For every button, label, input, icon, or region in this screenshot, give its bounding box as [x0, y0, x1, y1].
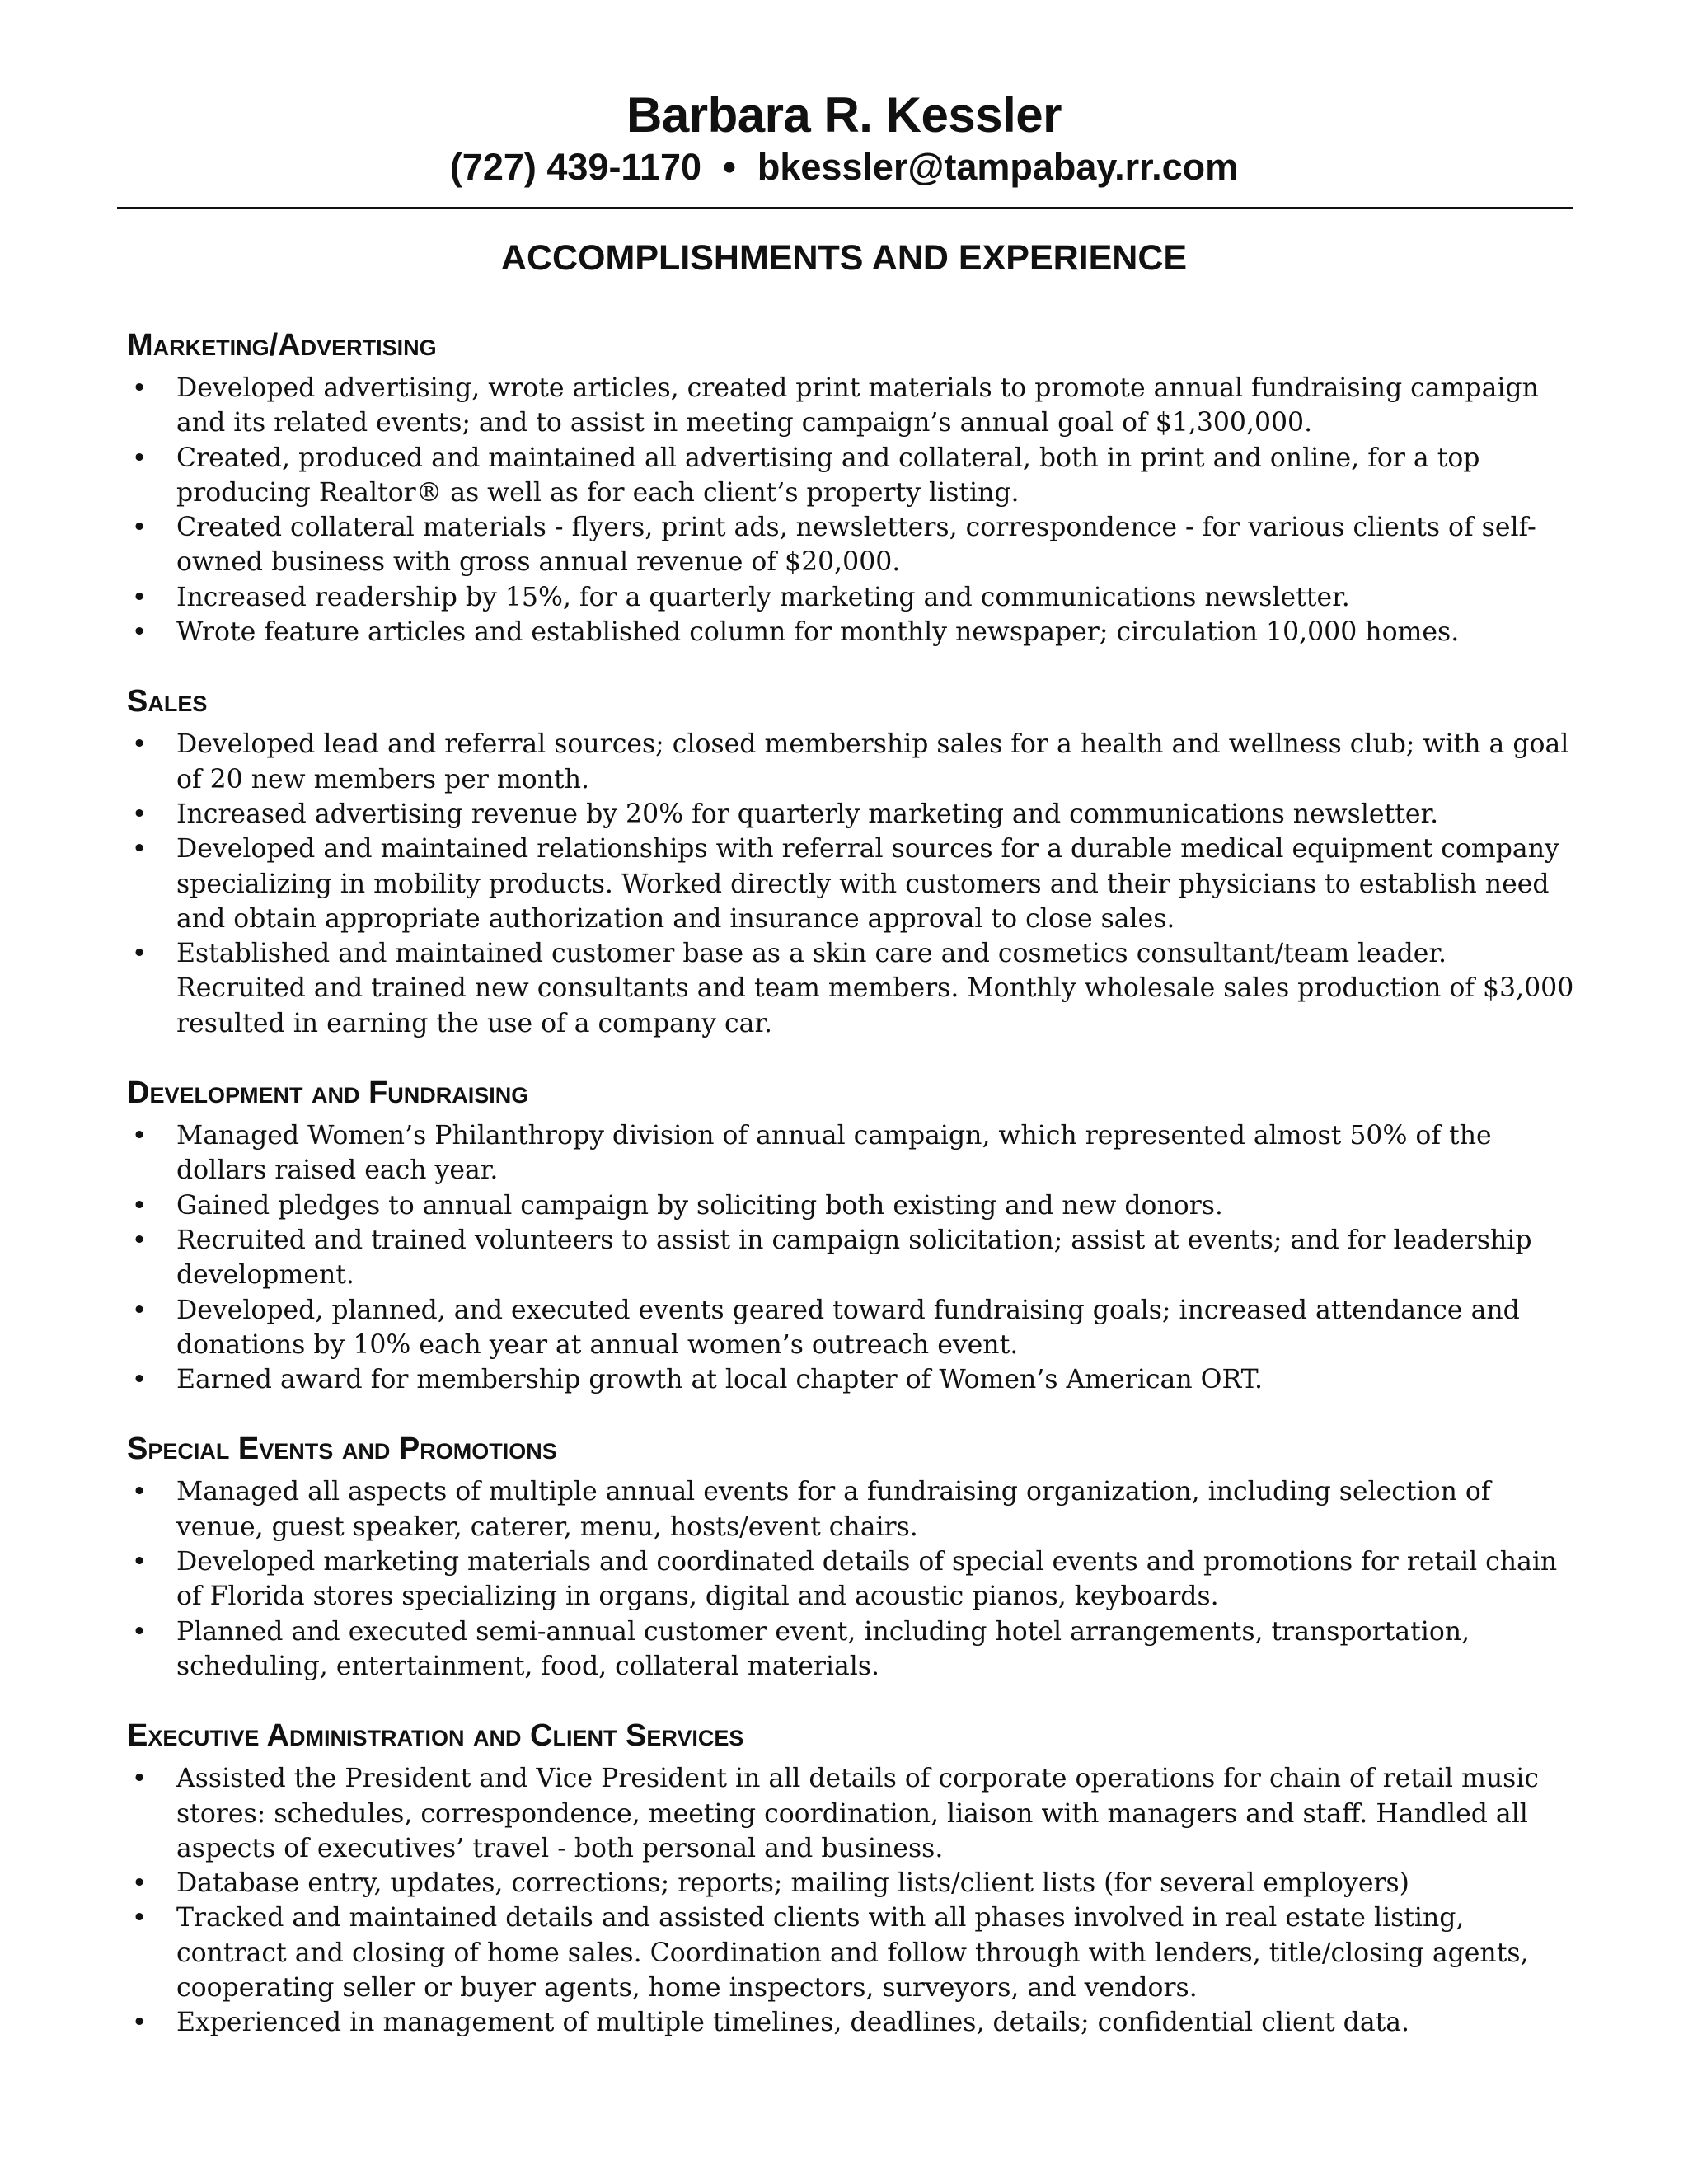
candidate-name: Barbara R. Kessler: [626, 87, 1062, 143]
sections-container: [127, 320, 1578, 2067]
bullet-icon: •: [131, 1616, 148, 1647]
list-item-text: Developed advertising, wrote articles, created print materials to promote annual fundraising campaign and its related events; and to assist in meeting campaign’s annual goal of $1,300,000.: [176, 373, 1539, 438]
phone-number: (727) 439-1170: [449, 146, 702, 188]
bullet-icon: •: [131, 1764, 148, 1794]
bullet-icon: •: [131, 729, 148, 760]
list-item: [127, 727, 1578, 797]
contact-line: [0, 138, 1688, 196]
list-item: [127, 2005, 1578, 2040]
list-item: [127, 615, 1578, 649]
bullet-icon: •: [131, 1365, 148, 1395]
section: [127, 1067, 1578, 1397]
list-item: [127, 441, 1578, 511]
bullet-icon: •: [131, 1547, 148, 1577]
page-title: ACCOMPLISHMENTS AND EXPERIENCE: [500, 238, 1188, 278]
bullet-icon: •: [131, 1295, 148, 1325]
list-item-text: Developed lead and referral sources; closed membership sales for a health and wellness club; with a goal of 20 new members per month.: [176, 729, 1569, 794]
bullet-icon: •: [131, 1903, 148, 1933]
list-item: [127, 1362, 1578, 1397]
bullet-list: [127, 1761, 1578, 2040]
bullet-icon: •: [131, 939, 148, 969]
list-item: [127, 936, 1578, 1041]
bullet-icon: •: [131, 1121, 148, 1151]
list-item: [127, 1761, 1578, 1866]
list-item-text: Planned and executed semi-annual customer event, including hotel arrangements, transportation, scheduling, entertainment, food, collateral materials.: [176, 1616, 1470, 1681]
list-item: [127, 1118, 1578, 1188]
bullet-list: [127, 727, 1578, 1041]
section-heading: Sales: [127, 684, 208, 719]
bullet-icon: •: [131, 617, 148, 648]
list-item-text: Gained pledges to annual campaign by soliciting both existing and new donors.: [176, 1190, 1223, 1221]
list-item-text: Created collateral materials - flyers, print ads, newsletters, correspondence - for various clients of self-owned business with gross annual revenue of $20,000.: [176, 513, 1536, 578]
list-item: [127, 580, 1578, 615]
list-item: [127, 371, 1578, 441]
bullet-list: [127, 1118, 1578, 1397]
bullet-icon: •: [131, 1868, 148, 1899]
email-address[interactable]: bkessler@tampabay.rr.com: [757, 146, 1239, 188]
bullet-icon: •: [131, 443, 148, 473]
list-item-text: Created, produced and maintained all advertising and collateral, both in print and online, for a top producing Realtor® as well as for each client’s property listing.: [176, 443, 1480, 508]
list-item: [127, 1188, 1578, 1223]
bullet-icon: •: [131, 2008, 148, 2038]
bullet-list: [127, 1474, 1578, 1684]
list-item-text: Managed all aspects of multiple annual events for a fundraising organization, including selection of venue, guest speaker, caterer, menu, hosts/event chairs.: [176, 1477, 1491, 1542]
bullet-icon: •: [131, 1477, 148, 1507]
contact-separator: •: [723, 146, 736, 188]
list-item-text: Developed, planned, and executed events geared toward fundraising goals; increased attendance and donations by 10% each year at annual women’s outreach event.: [176, 1295, 1520, 1360]
section: [127, 676, 1578, 1041]
list-item: [127, 797, 1578, 832]
list-item-text: Developed and maintained relationships with referral sources for a durable medical equipment company specializing in mobility products. Worked directly with customers and their physicians to establish need and obtain appropriate authorization and insurance approval to close sales.: [176, 834, 1559, 934]
section: [127, 320, 1578, 649]
bullet-icon: •: [131, 373, 148, 403]
list-item-text: Increased advertising revenue by 20% for quarterly marketing and communications newsletter.: [176, 799, 1439, 829]
section: [127, 1423, 1578, 1684]
section-heading: Marketing/Advertising: [127, 328, 437, 363]
list-item-text: Increased readership by 15%, for a quarterly marketing and communications newsletter.: [176, 582, 1350, 612]
bullet-icon: •: [131, 1190, 148, 1221]
list-item-text: Established and maintained customer base as a skin care and cosmetics consultant/team leader. Recruited and trained new consultants and team members. Monthly wholesale sales production of $3,000 resulted in earning the use of a company car.: [176, 939, 1574, 1038]
bullet-list: [127, 371, 1578, 649]
list-item: [127, 1615, 1578, 1685]
list-item: [127, 1866, 1578, 1900]
bullet-icon: •: [131, 582, 148, 612]
header-divider: [117, 207, 1573, 209]
list-item-text: Managed Women’s Philanthropy division of annual campaign, which represented almost 50% of the dollars raised each year.: [176, 1121, 1492, 1186]
list-item-text: Wrote feature articles and established column for monthly newspaper; circulation 10,000 homes.: [176, 617, 1460, 648]
list-item-text: Assisted the President and Vice President in all details of corporate operations for chain of retail music stores: schedules, correspondence, meeting coordination, liaison with managers and staff. Handled all aspects of executives’ travel - both personal and business.: [176, 1764, 1539, 1863]
section: [127, 1710, 1578, 2040]
list-item: [127, 1293, 1578, 1363]
list-item-text: Earned award for membership growth at local chapter of Women’s American ORT.: [176, 1365, 1264, 1395]
list-item-text: Tracked and maintained details and assisted clients with all phases involved in real estate listing, contract and closing of home sales. Coordination and follow through with lenders, title/closing agents, cooperating seller or buyer agents, home inspectors, surveyors, and vendors.: [176, 1903, 1529, 2003]
list-item-text: Developed marketing materials and coordinated details of special events and promotions for retail chain of Florida stores specializing in organs, digital and acoustic pianos, keyboards.: [176, 1547, 1558, 1612]
list-item: [127, 510, 1578, 580]
list-item-text: Experienced in management of multiple timelines, deadlines, details; confidential client data.: [176, 2008, 1410, 2038]
list-item: [127, 832, 1578, 936]
bullet-icon: •: [131, 799, 148, 829]
bullet-icon: •: [131, 834, 148, 865]
list-item: [127, 1900, 1578, 2005]
list-item: [127, 1544, 1578, 1615]
bullet-icon: •: [131, 1225, 148, 1255]
section-heading: Development and Fundraising: [127, 1076, 529, 1111]
bullet-icon: •: [131, 513, 148, 543]
list-item: [127, 1474, 1578, 1544]
list-item-text: Recruited and trained volunteers to assist in campaign solicitation; assist at events; and for leadership development.: [176, 1225, 1532, 1291]
list-item-text: Database entry, updates, corrections; reports; mailing lists/client lists (for several employers): [176, 1868, 1409, 1899]
list-item: [127, 1223, 1578, 1293]
section-heading: Special Events and Promotions: [127, 1432, 557, 1467]
section-heading: Executive Administration and Client Services: [127, 1718, 744, 1754]
